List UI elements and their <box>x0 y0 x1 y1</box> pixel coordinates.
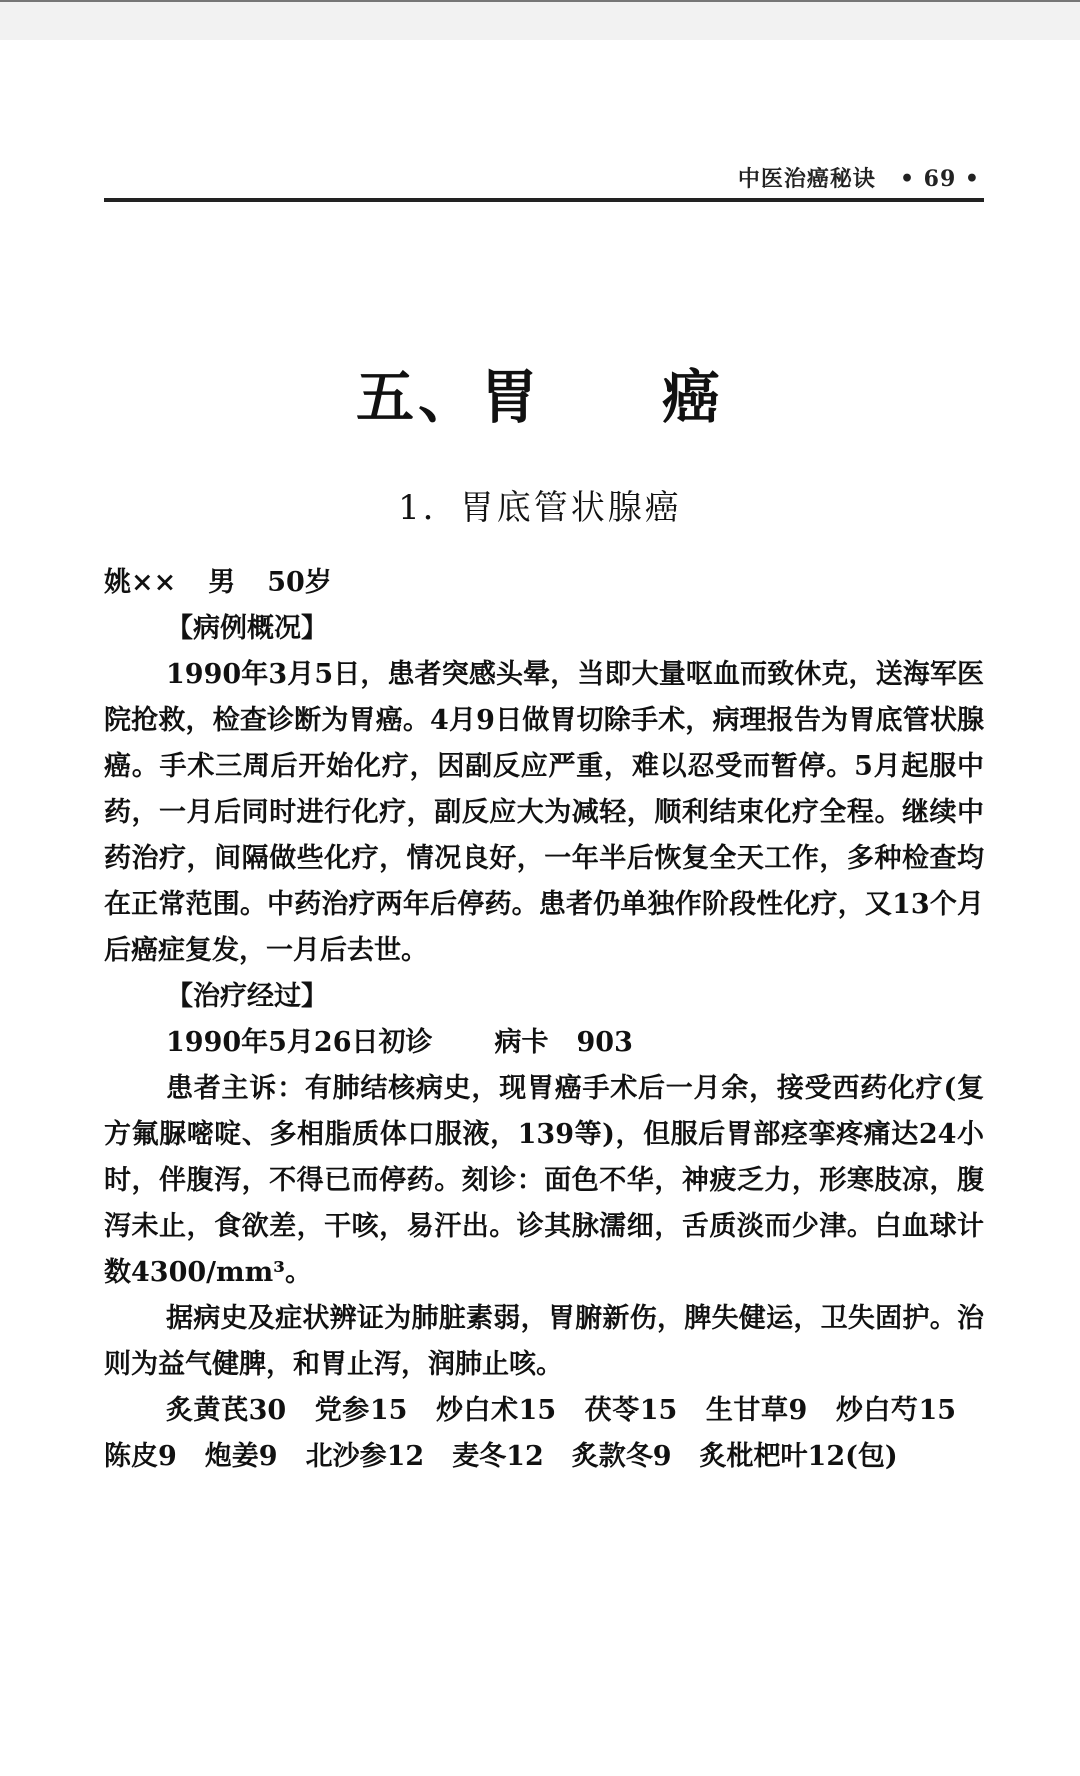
treatment-heading: 【治疗经过】 <box>166 981 328 1012</box>
case-overview-text: 1990年3月5日，患者突感头晕，当即大量呕血而致休克，送海军医院抢救，检查诊断为胃癌。4月9日做胃切除手术，病理报告为胃底管状腺癌。手术三周后开始化疗，因副反应严重，难以忍受而暂停。5月起服中药，一月后同时进行化疗，副反应大为减轻，顺利结束化疗全程。继续中药治疗，间隔做些化疗，情况良好，一年半后恢复全天工作，多种检查均在正常范围。中药治疗两年后停药。患者仍单独作阶段性化疗，又13个月后癌症复发，一月后去世。 <box>104 659 984 966</box>
rx-item: 麦冬12 <box>452 1441 544 1472</box>
chief-complaint: 患者主诉：有肺结核病史，现胃癌手术后一月余，接受西药化疗(复方氟脲嘧啶、多相脂质体口服液，139等)，但服后胃部痉挛疼痛达24小时，伴腹泻，不得已而停药。刻诊：面色不华，神疲乏力，形寒肢凉，腹泻未止，食欲差，干咳，易汗出。诊其脉濡细，舌质淡而少津。白血球计数4300/mm³。 <box>104 1073 984 1288</box>
prescription <box>104 1388 984 1480</box>
case-overview-heading: 【病例概况】 <box>166 613 328 644</box>
visit-line <box>104 1020 984 1066</box>
patient-age: 50岁 <box>267 567 332 598</box>
book-title: 中医治癌秘诀 <box>737 166 876 192</box>
patient-info <box>104 560 984 606</box>
rx-item: 炙款冬9 <box>571 1441 672 1472</box>
page-number: • 69 • <box>899 166 980 192</box>
rx-item: 炙黄芪30 <box>166 1395 287 1426</box>
rx-item: 茯苓15 <box>584 1395 678 1426</box>
book-page <box>0 40 1080 1776</box>
patient-sex: 男 <box>208 567 236 598</box>
viewer-top-band <box>0 0 1080 40</box>
running-head <box>738 162 980 193</box>
chapter-title-part2: 癌 <box>662 363 725 431</box>
rx-item: 生甘草9 <box>705 1395 808 1426</box>
rx-item: 党参15 <box>314 1395 408 1426</box>
header-rule <box>104 198 984 202</box>
visit-date: 1990年5月26日初诊 <box>166 1027 433 1058</box>
rx-item: 陈皮9 <box>104 1441 177 1472</box>
patient-name: 姚×× <box>104 567 177 598</box>
card-number: 903 <box>576 1027 633 1058</box>
diagnosis-text: 据病史及症状辨证为肺脏素弱，胃腑新伤，脾失健运，卫失固护。治则为益气健脾，和胃止泻，润肺止咳。 <box>104 1303 984 1380</box>
rx-item: 炒白芍15 <box>835 1395 957 1426</box>
rx-item: 炒白术15 <box>435 1395 557 1426</box>
card-label: 病卡 <box>494 1027 549 1058</box>
rx-item: 北沙参12 <box>305 1441 425 1472</box>
chapter-title-part1: 五、胃 <box>355 363 542 431</box>
body-text <box>104 560 984 1480</box>
section-title: 1．胃底管状腺癌 <box>398 488 682 528</box>
rx-item: 炮姜9 <box>204 1441 278 1472</box>
rx-item: 炙枇杷叶12(包) <box>699 1441 898 1472</box>
chapter-title <box>0 350 1080 434</box>
